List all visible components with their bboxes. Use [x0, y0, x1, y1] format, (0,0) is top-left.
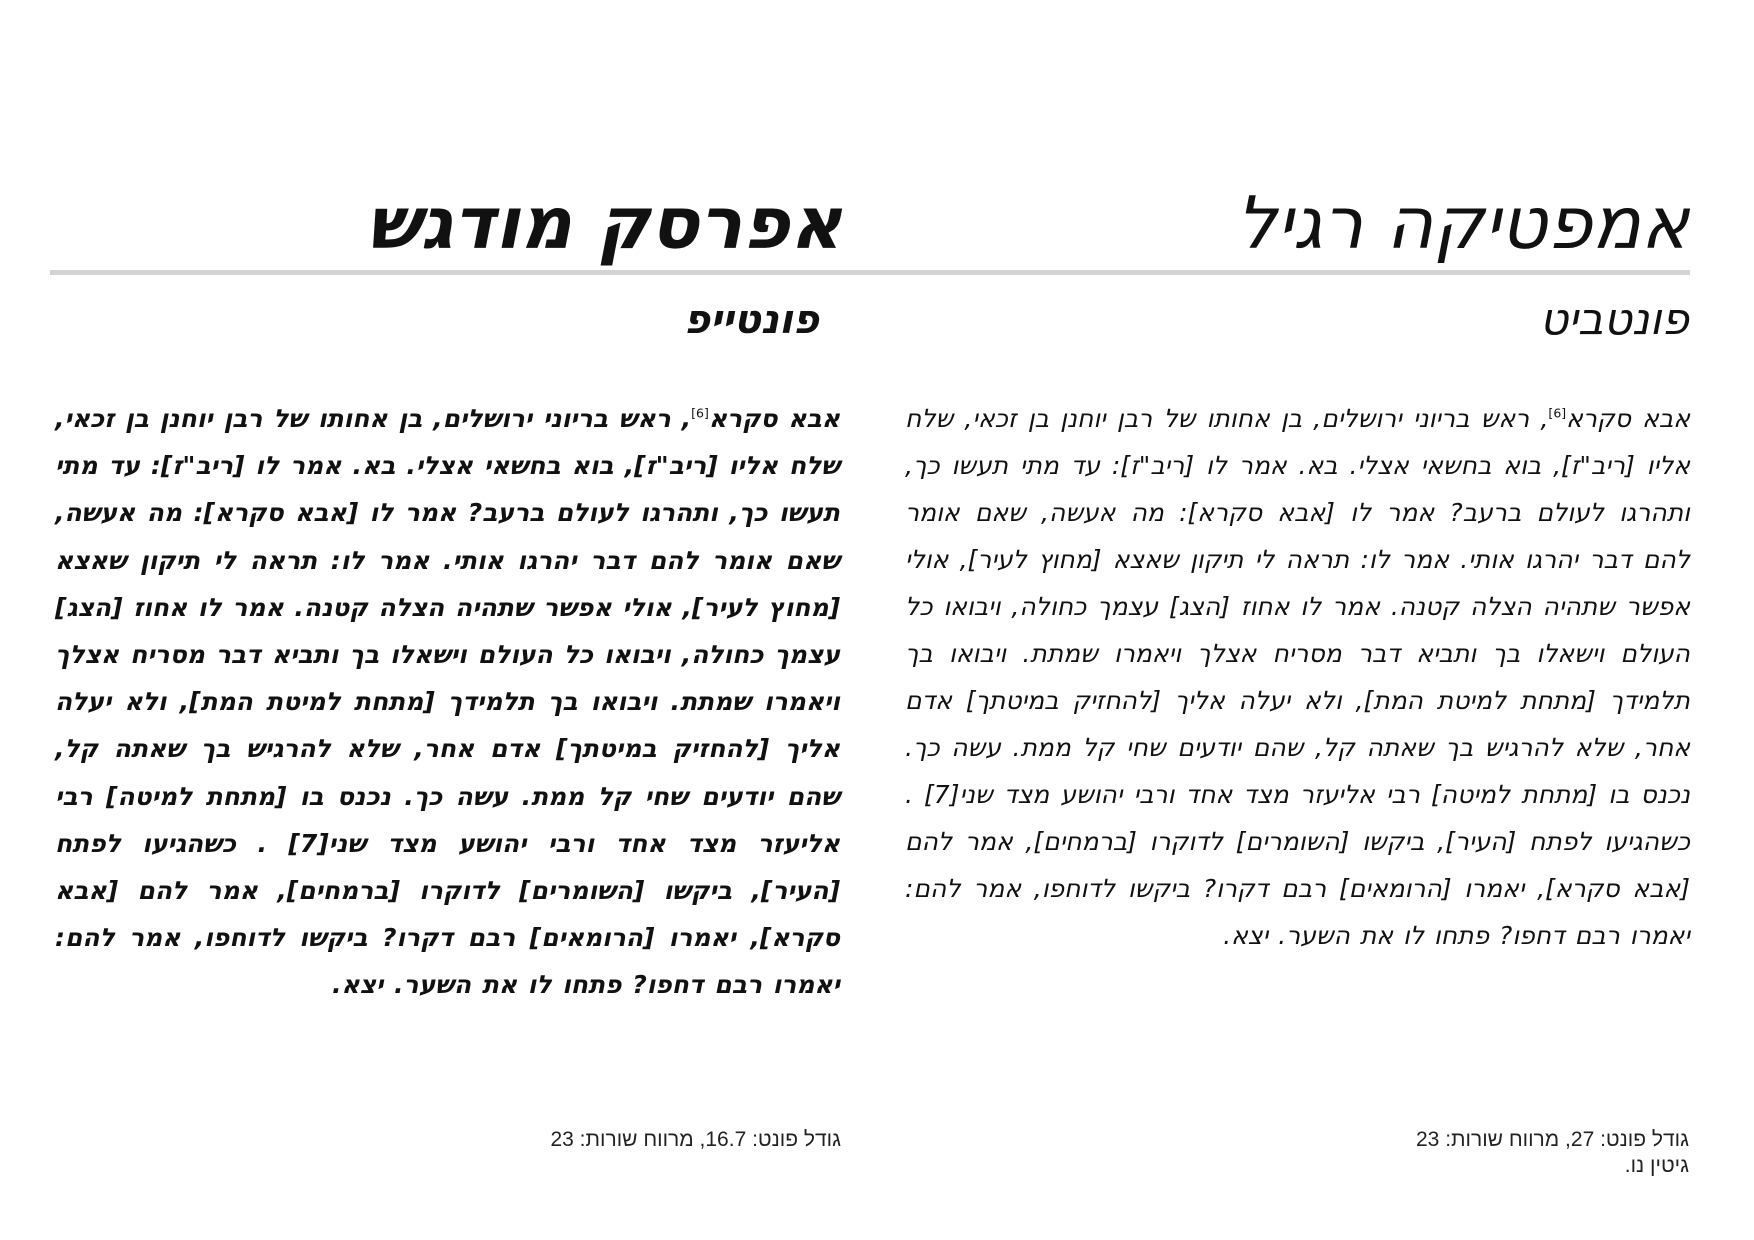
regular-sample-settings: גודל פונט: 27, מרווח שורות: 23 — [1416, 1128, 1689, 1151]
header-divider — [50, 270, 1690, 275]
regular-font-author: פונטביט — [1539, 294, 1689, 345]
bold-sample-paragraph — [55, 395, 840, 1009]
regular-paragraph-start: אבא סקרא — [1566, 404, 1690, 433]
bold-paragraph-start: אבא סקרא — [708, 404, 840, 433]
bold-paragraph-rest: , ראש בריוני ירושלים, בן אחותו של רבן יוחנן בן זכאי, שלח אליו [ריב"ז], בוא בחשאי אצלי. בא. אמר לו [ריב"ז]: עד מתי תעשו כך, ותהרגו לעולם ברעב? אמר לו [אבא סקרא]: מה אעשה, שאם אומר להם דבר יהרגו אותי. אמר לו: תראה לי תיקון שאצא [מחוץ לעיר], אולי אפשר שתהיה הצלה קטנה. אמר לו אחוז [הצג] עצמך כחולה, ויבואו כל העולם וישאלו בך ותביא דבר מסריח אצלך ויאמרו שמתת. ויבואו בך תלמידך [מתחת למיטת המת], ולא יעלה אליך [להחזיק במיטתך] אדם אחר, שלא להרגיש בך שאתה קל, שהם יודעים שחי קל ממת. עשה כך. נכנס בו [מתחת למיטה] רבי אליעזר מצד אחד ורבי יהושע מצד שני[7] . כשהגיעו לפתח [העיר], ביקשו [השומרים] לדוקרו [ברמחים], אמר להם [אבא סקרא], יאמרו [הרומאים] רבם דקרו? ביקשו לדוחפו, אמר להם: יאמרו רבם דחפו? פתחו לו את השער. יצא. — [55, 404, 840, 1000]
bold-font-author: פונטייפ — [683, 297, 819, 343]
footnote-marker: [6] — [1548, 405, 1567, 421]
bold-font-title: אפרסק מודגש — [366, 181, 842, 265]
regular-paragraph-rest: , ראש בריוני ירושלים, בן אחותו של רבן יוחנן בן זכאי, שלח אליו [ריב"ז], בוא בחשאי אצלי. בא. אמר לו [ריב"ז]: עד מתי תעשו כך, ותהרגו לעולם ברעב? אמר לו [אבא סקרא]: מה אעשה, שאם אומר להם דבר יהרגו אותי. אמר לו: תראה לי תיקון שאצא [מחוץ לעיר], אולי אפשר שתהיה הצלה קטנה. אמר לו אחוז [הצג] עצמך כחולה, ויבואו כל העולם וישאלו בך ותביא דבר מסריח אצלך ויאמרו שמתת. ויבואו בך תלמידך [מתחת למיטת המת], ולא יעלה אליך [להחזיק במיטתך] אדם אחר, שלא להרגיש בך שאתה קל, שהם יודעים שחי קל ממת. עשה כך. נכנס בו [מתחת למיטה] רבי אליעזר מצד אחד ורבי יהושע מצד שני[7] . כשהגיעו לפתח [העיר], ביקשו [השומרים] לדוקרו [ברמחים], אמר להם [אבא סקרא], יאמרו [הרומאים] רבם דקרו? ביקשו לדוחפו, אמר להם: יאמרו רבם דחפו? פתחו לו את השער. יצא. — [905, 404, 1690, 950]
regular-sample-paragraph — [905, 395, 1690, 959]
regular-font-title: אמפטיקה רגיל — [1235, 181, 1689, 265]
footnote-marker: [6] — [691, 405, 709, 421]
source-reference: גיטין נו. — [1624, 1154, 1689, 1177]
bold-sample-settings: גודל פונט: 16.7, מרווח שורות: 23 — [550, 1128, 841, 1151]
